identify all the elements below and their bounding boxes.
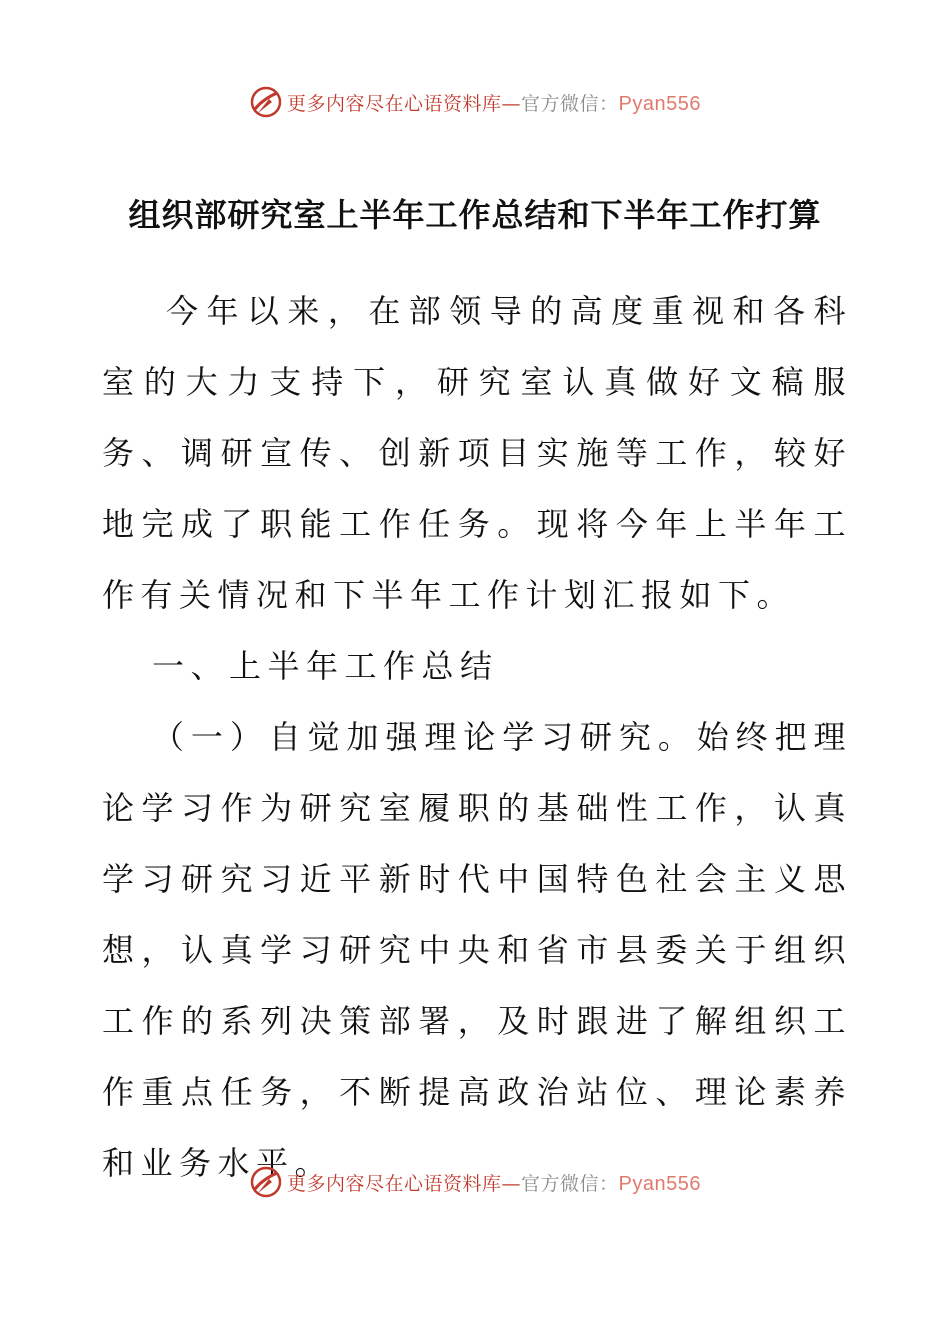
document-title: 组织部研究室上半年工作总结和下半年工作打算 xyxy=(128,196,822,234)
wechat-id: Pyan556 xyxy=(618,1172,701,1195)
wechat-label: 官方微信： xyxy=(521,92,619,115)
intro-paragraph: 今年以来，在部领导的高度重视和各科室的大力支持下，研究室认真做好文稿服务、调研宣传、创新项目实施等工作，较好地完成了职能工作任务。现将今年上半年工作有关情况和下半年工作计划汇报如下。 xyxy=(102,292,852,614)
document-body xyxy=(102,276,852,1199)
wechat-label: 官方微信： xyxy=(521,1172,619,1195)
watermark-text xyxy=(287,89,701,116)
pen-logo-icon xyxy=(249,85,283,119)
watermark-banner-bottom xyxy=(0,1162,950,1202)
watermark-text xyxy=(287,1169,701,1196)
section-paragraph: （一）自觉加强理论学习研究。始终把理论学习作为研究室履职的基础性工作，认真学习研究习近平新时代中国特色社会主义思想，认真学习研究中央和省市县委关于组织工作的系列决策部署，及时跟进了解组织工作重点任务，不断提高政治站位、理论素养和业务水平。 xyxy=(102,718,852,1182)
pen-logo-icon xyxy=(249,1165,283,1199)
watermark-main-text: 更多内容尽在心语资料库— xyxy=(287,92,522,115)
watermark-banner-top xyxy=(0,82,950,122)
section-heading: 一、上半年工作总结 xyxy=(152,647,499,685)
wechat-id: Pyan556 xyxy=(618,92,701,115)
watermark-main-text: 更多内容尽在心语资料库— xyxy=(287,1172,522,1195)
